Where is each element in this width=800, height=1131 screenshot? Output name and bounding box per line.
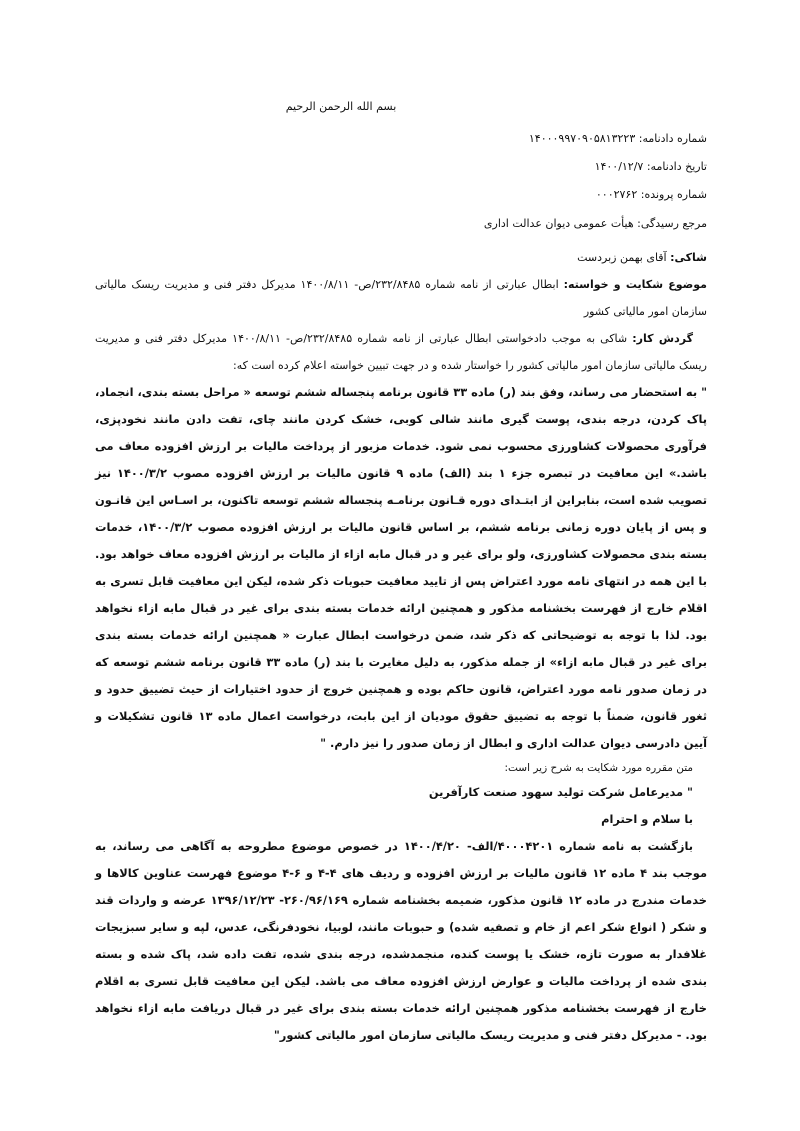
case-number-label: شماره پرونده: (640, 188, 707, 201)
contested-letter-body: بازگشت به نامه شماره ۴۰۰۰۴۲۰۱/الف- ۱۴۰۰/۴/۲۰ در خصوص موضوع مطروحه به آگاهی می رساند، به موجب بند ۴ ماده ۱۲ قانون مالیات بر ارزش افزوده و ردیف های ۴-۴ و ۶-۴ موضوع فهرست عناوین کالاها و خدمات مندرج در ماده ۱۲ قانون مذکور، ضمیمه بخشنامه شماره ۲۶۰/۹۶/۱۶۹- ۱۳۹۶/۱۲/۲۳ عرضه و واردات قند و شکر ( انواع شکر اعم از خام و تصفیه شده) و حبوبات مانند، لوبیا، نخودفرنگی، عدس، لپه و سایر سبزیجات غلافدار به صورت تازه، خشک یا پوست کنده، منجمدشده، درجه بندی شده، تفت داده شد، پاک شده و بسته بندی شده از پرداخت مالیات و عوارض ارزش افزوده معاف می باشد. لیکن این معافیت قابل تسری به اقلام خارج از فهرست بخشنامه مذکور همچنین ارائه خدمات بسته بندی برای غیر در قبال دریافت مابه ازاء نخواهد بود. - مدیرکل دفتر فنی و مدیریت ریسک مالیاتی سازمان امور مالیاتی کشور" (95, 839, 707, 1042)
case-meta (95, 125, 707, 209)
letter-greeting: با سلام و احترام (601, 812, 693, 826)
case-number (95, 181, 707, 209)
plaintiff-label: شاکی: (670, 251, 707, 264)
plaintiff-line (95, 244, 707, 271)
subject-paragraph (95, 271, 707, 325)
ruling-number-label: شماره دادنامه: (638, 132, 707, 145)
plaintiff-name: آقای بهمن زبردست (577, 251, 667, 264)
ruling-date-label: تاریخ دادنامه: (646, 160, 707, 173)
process-paragraph (95, 325, 707, 379)
review-authority: مرجع رسیدگی: هیأت عمومی دیوان عدالت اداری (483, 217, 707, 230)
complaint-quote: " به استحضار می رساند، وفق بند (ر) ماده ۳۳ قانون برنامه پنجساله ششم توسعه « مراحل بسته بندی، انجماد، پاک کردن، درجه بندی، پوست گیری مانند شالی کوبی، خشک کردن مانند چای، تفت دادن مانند نخودپزی، فرآوری محصولات کشاورزی محسوب نمی شود. خدمات مزبور از پرداخت مالیات بر ارزش افزوده معاف می باشد.» این معافیت در تبصره جزء ۱ بند (الف) ماده ۹ قانون مالیات بر ارزش افزوده مصوب ۱۴۰۰/۳/۲ نیز تصویب شده است، بنابراین از ابتـدای دوره قـانون برنامـه پنجساله ششم توسعه تاکنون، بر اسـاس این قانـون و پس از پایان دوره زمانی برنامه ششم، بر اساس قانون مالیات بر ارزش افزوده مصوب ۱۴۰۰/۳/۲، خدمات بسته بندی محصولات کشاورزی، ولو برای غیر و در قبال مابه ازاء از مالیات بر ارزش افزوده معاف خواهد بود. با این همه در انتهای نامه مورد اعتراض پس از تایید معافیت حبوبات ذکر شده، لیکن این معافیت قابل تسری به اقلام خارج از فهرست بخشنامه مذکور و همچنین ارائه خدمات بسته بندی برای غیر در قبال مابه ازاء نخواهد بود. لذا با توجه به توضیحاتی که ذکر شد، ضمن درخواست ابطال عبارت « همچنین ارائه خدمات بسته بندی برای غیر در قبال مابه ازاء» از جمله مذکور، به دلیل مغایرت با بند (ر) ماده ۳۳ قانون برنامه ششم توسعه که در زمان صدور نامه مورد اعتراض، قانون حاکم بوده و همچنین خروج از حدود اختیارات از حیث تضییق حدود و ثغور قانون، ضمناً با توجه به تضییق حقوق مودیان از این بابت، درخواست اعمال ماده ۱۳ قانون تشکیلات و آیین دادرسی دیوان عدالت اداری و ابطال از زمان صدور را نیز دارم. " (95, 385, 708, 750)
document-page (95, 100, 707, 1049)
ruling-number-value: ۱۴۰۰۰۹۹۷۰۹۰۵۸۱۳۲۲۳ (528, 132, 636, 145)
subject-label: موضوع شکایت و خواسته: (563, 278, 707, 291)
ruling-date-value: ۱۴۰۰/۱۲/۷ (594, 160, 644, 173)
subject-text: ابطال عبارتی از نامه شماره ۲۳۲/۸۴۸۵/ص- ۱۴۰۰/۸/۱۱ مدیرکل دفتر فنی و مدیریت ریسک مالیاتی سازمان امور مالیاتی کشور (95, 278, 707, 318)
contested-text-intro: متن مقرره مورد شکایت به شرح زیر است: (504, 762, 693, 774)
ruling-number (95, 125, 707, 153)
process-label: گردش کار: (632, 332, 693, 345)
letter-addressee: " مدیرعامل شرکت تولید سهود صنعت کارآفرین (428, 785, 693, 799)
process-text: شاکی به موجب دادخواستی ابطال عبارتی از نامه شماره ۲۳۲/۸۴۸۵/ص- ۱۴۰۰/۸/۱۱ مدیرکل دفتر فنی و مدیریت ریسک مالیاتی سازمان امور مالیاتی کشور را خواستار شده و در جهت تبیین خواسته اعلام کرده است که: (95, 332, 707, 372)
basmala: بسم الله الرحمن الرحیم (285, 100, 397, 113)
case-number-value: ۰۰۰۲۷۶۲ (595, 188, 638, 201)
ruling-date (95, 153, 707, 181)
